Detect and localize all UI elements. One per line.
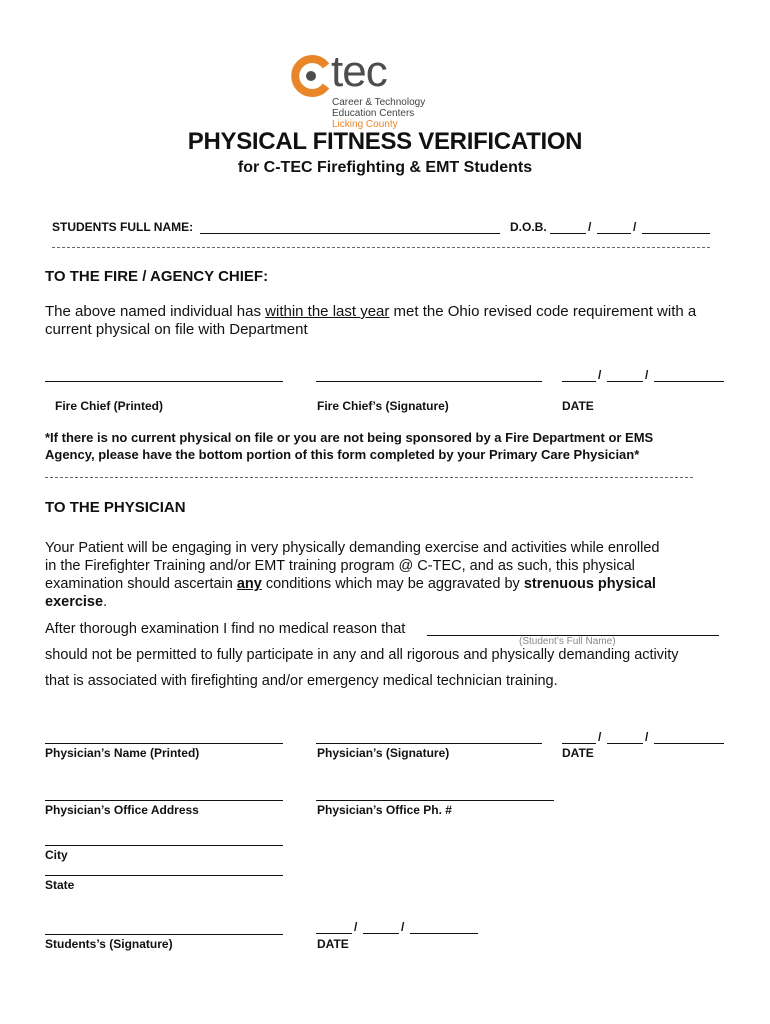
page-subtitle: for C-TEC Firefighting & EMT Students bbox=[237, 159, 533, 176]
student-date-slash-1: / bbox=[354, 920, 358, 934]
chief-para-part-1: The above named individual has bbox=[45, 303, 266, 320]
city-field[interactable] bbox=[45, 845, 283, 846]
logo-line-3: Licking County bbox=[332, 119, 398, 130]
phys-p1-line-4: exercise bbox=[45, 594, 104, 610]
physician-signature-field[interactable] bbox=[316, 743, 542, 744]
fire-chief-printed-label: Fire Chief (Printed) bbox=[55, 399, 164, 413]
physician-name-label: Physician’s Name (Printed) bbox=[45, 746, 200, 760]
phys-p1-line-1: Your Patient will be engaging in very physically demanding exercise and activities while enrolled bbox=[45, 540, 660, 556]
phys-p1-any: any bbox=[236, 576, 262, 592]
fire-chief-signature-label: Fire Chief’s (Signature) bbox=[317, 399, 449, 413]
dob-label: D.O.B. bbox=[510, 220, 547, 234]
student-date-day-field[interactable] bbox=[363, 933, 399, 934]
dob-year-field[interactable] bbox=[642, 233, 710, 234]
dob-day-field[interactable] bbox=[597, 233, 631, 234]
student-signature-field[interactable] bbox=[45, 934, 283, 935]
student-signature-label: Students’s (Signature) bbox=[45, 937, 173, 951]
divider-1 bbox=[52, 247, 710, 248]
city-label: City bbox=[45, 848, 68, 862]
physician-address-label: Physician’s Office Address bbox=[45, 803, 199, 817]
notice-line-2: Agency, please have the bottom portion of this form completed by your Primary Care Physician* bbox=[45, 447, 640, 462]
physician-heading: TO THE PHYSICIAN bbox=[45, 499, 186, 516]
chief-para-line-2: current physical on file with Department bbox=[45, 321, 308, 338]
state-label: State bbox=[45, 878, 75, 892]
logo-wordmark: tec bbox=[331, 47, 387, 96]
chief-para-part-2: met the Ohio revised code requirement with a bbox=[389, 303, 697, 320]
divider-2 bbox=[45, 477, 693, 478]
notice-line-1: *If there is no current physical on file or you are not being sponsored by a Fire Department or EMS bbox=[45, 430, 654, 445]
chief-date-label: DATE bbox=[562, 399, 594, 413]
phys-date-day-field[interactable] bbox=[607, 743, 643, 744]
ctec-c-icon bbox=[288, 54, 332, 98]
page-title: PHYSICAL FITNESS VERIFICATION bbox=[187, 128, 583, 155]
student-date-year-field[interactable] bbox=[410, 933, 478, 934]
phys-p1-line-2: in the Firefighter Training and/or EMT training program @ C-TEC, and as such, this physical bbox=[45, 558, 635, 574]
chief-date-slash-1: / bbox=[598, 368, 602, 382]
student-date-month-field[interactable] bbox=[316, 933, 352, 934]
chief-heading: TO THE FIRE / AGENCY CHIEF: bbox=[45, 268, 269, 285]
chief-date-day-field[interactable] bbox=[607, 381, 643, 382]
student-date-slash-2: / bbox=[401, 920, 405, 934]
state-field[interactable] bbox=[45, 875, 283, 876]
chief-date-slash-2: / bbox=[645, 368, 649, 382]
physician-paragraph-1 bbox=[45, 539, 745, 611]
student-name-label: STUDENTS FULL NAME: bbox=[52, 220, 194, 234]
phys-p2-line-1: After thorough examination I find no medical reason that bbox=[45, 621, 406, 637]
fire-chief-printed-field[interactable] bbox=[45, 381, 283, 382]
phys-date-slash-1: / bbox=[598, 730, 602, 744]
chief-para-underline: within the last year bbox=[265, 303, 390, 320]
phys-p1-line-3a: examination should ascertain bbox=[45, 576, 237, 592]
physician-date-label: DATE bbox=[562, 746, 594, 760]
chief-date-year-field[interactable] bbox=[654, 381, 724, 382]
phys-p1-line-3b: conditions which may be aggravated by bbox=[261, 576, 524, 592]
phys-date-month-field[interactable] bbox=[562, 743, 596, 744]
physician-phone-field[interactable] bbox=[316, 800, 554, 801]
phys-p2-line-3: that is associated with firefighting and/or emergency medical technician training. bbox=[45, 673, 558, 689]
phys-date-year-field[interactable] bbox=[654, 743, 724, 744]
phys-p1-line-4-end: . bbox=[103, 594, 108, 610]
student-name-hint: (Student’s Full Name) bbox=[519, 636, 616, 647]
dob-slash-1: / bbox=[588, 220, 592, 234]
phys-p1-strong: strenuous physical bbox=[523, 576, 656, 592]
student-date-label: DATE bbox=[317, 937, 349, 951]
physician-address-field[interactable] bbox=[45, 800, 283, 801]
phys-date-slash-2: / bbox=[645, 730, 649, 744]
notice-text bbox=[45, 429, 745, 463]
physician-signature-label: Physician’s (Signature) bbox=[317, 746, 450, 760]
dob-month-field[interactable] bbox=[550, 233, 586, 234]
student-name-field[interactable] bbox=[200, 233, 500, 234]
logo-line-2: Education Centers bbox=[332, 108, 415, 119]
dob-slash-2: / bbox=[633, 220, 637, 234]
fire-chief-signature-field[interactable] bbox=[316, 381, 542, 382]
physician-phone-label: Physician’s Office Ph. # bbox=[317, 803, 452, 817]
physician-name-field[interactable] bbox=[45, 743, 283, 744]
chief-paragraph bbox=[45, 303, 745, 339]
chief-date-month-field[interactable] bbox=[562, 381, 596, 382]
ctec-logo bbox=[288, 48, 438, 130]
logo-line-1: Career & Technology bbox=[332, 97, 426, 108]
phys-p2-line-2: should not be permitted to fully participate in any and all rigorous and physically demanding activity bbox=[45, 647, 679, 663]
